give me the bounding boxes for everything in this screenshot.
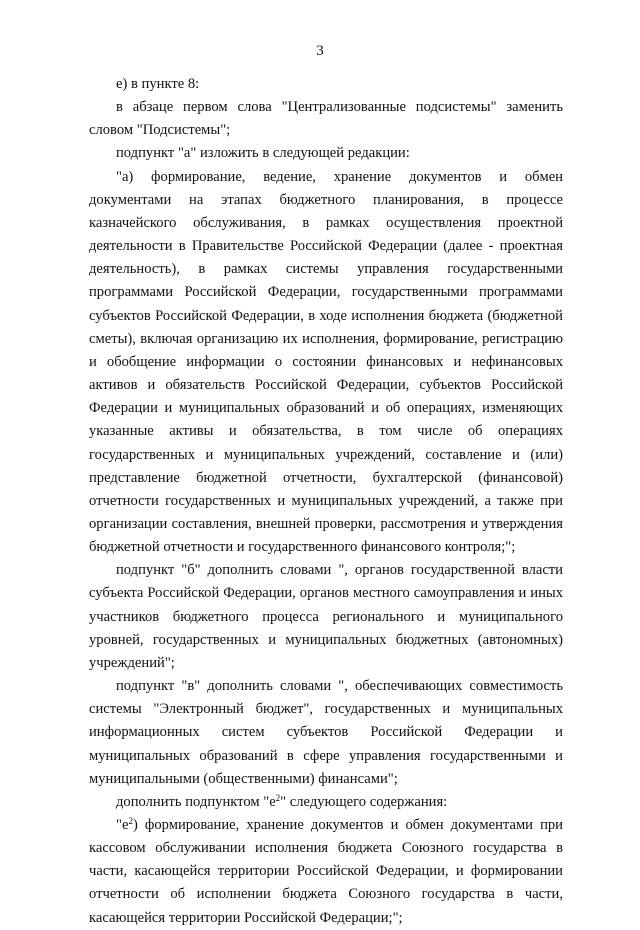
paragraph-add-subitem-e2 [89,791,563,814]
add-e2-text-before: дополнить подпунктом "е [116,793,276,810]
paragraph-subitem-b: подпункт "б" дополнить словами ", органов государственной власти субъекта Российской Федерации, органов местного самоуправления и иных участников бюджетного процесса регионального и муниципального уровней, государственных и муниципальных бюджетных (автономных) учреждений"; [89,562,563,671]
e2-text-after: ) формирование, хранение документов и обмен документами при кассовом обслуживании исполнения бюджета Союзного государства в части, касающейся территории Российской Федерации, и формировании отчетности об исполнении бюджета Союзного государства в части, касающейся территории Российской Федерации;"; [89,817,563,926]
e2-superscript: 2 [128,816,133,826]
paragraph-item-e: е) в пункте 8: [116,76,200,92]
paragraph-replace-words: в абзаце первом слова "Централизованные подсистемы" заменить словом "Подсистемы"; [89,99,563,139]
add-e2-text-after: " следующего содержания: [280,793,448,810]
paragraph-subitem-v: подпункт "в" дополнить словами ", обеспечивающих совместимость системы "Электронный бюджет", государственных и муниципальных информационных систем субъектов Российской Федерации и муниципальных образований в сфере управления государственными и муниципальными (общественными) финансами"; [89,678,563,787]
paragraph-subitem-e2-text [89,814,563,930]
document-body [89,73,563,930]
e2-text-before: "е [116,817,129,833]
add-e2-superscript: 2 [275,792,281,803]
paragraph-subitem-a-text: "а) формирование, ведение, хранение документов и обмен документами на этапах бюджетного планирования, в процессе казначейского обслуживания, в рамках осуществления проектной деятельности в Правительстве Российской Федерации (далее - проектная деятельность), в рамках системы управления государственными программами Российской Федерации, государственными программами субъектов Российской Федерации, в ходе исполнения бюджета (бюджетной сметы), включая организацию их исполнения, формирование, регистрацию и обобщение информации о состоянии финансовых и нефинансовых активов и обязательств Российской Федерации, субъектов Российской Федерации и муниципальных образований и об операциях, изменяющих указанные активы и обязательства, в том числе об операциях государственных и муниципальных учреждений, составление и (или) представление бюджетной отчетности, бухгалтерской (финансовой) отчетности государственных и муниципальных учреждений, а также при организации составления, внешней проверки, рассмотрения и утверждения бюджетной отчетности и государственного финансового контроля;"; [89,168,563,556]
page-number: 3 [316,43,324,59]
paragraph-subitem-a-intro: подпункт "а" изложить в следующей редакции: [116,145,410,162]
